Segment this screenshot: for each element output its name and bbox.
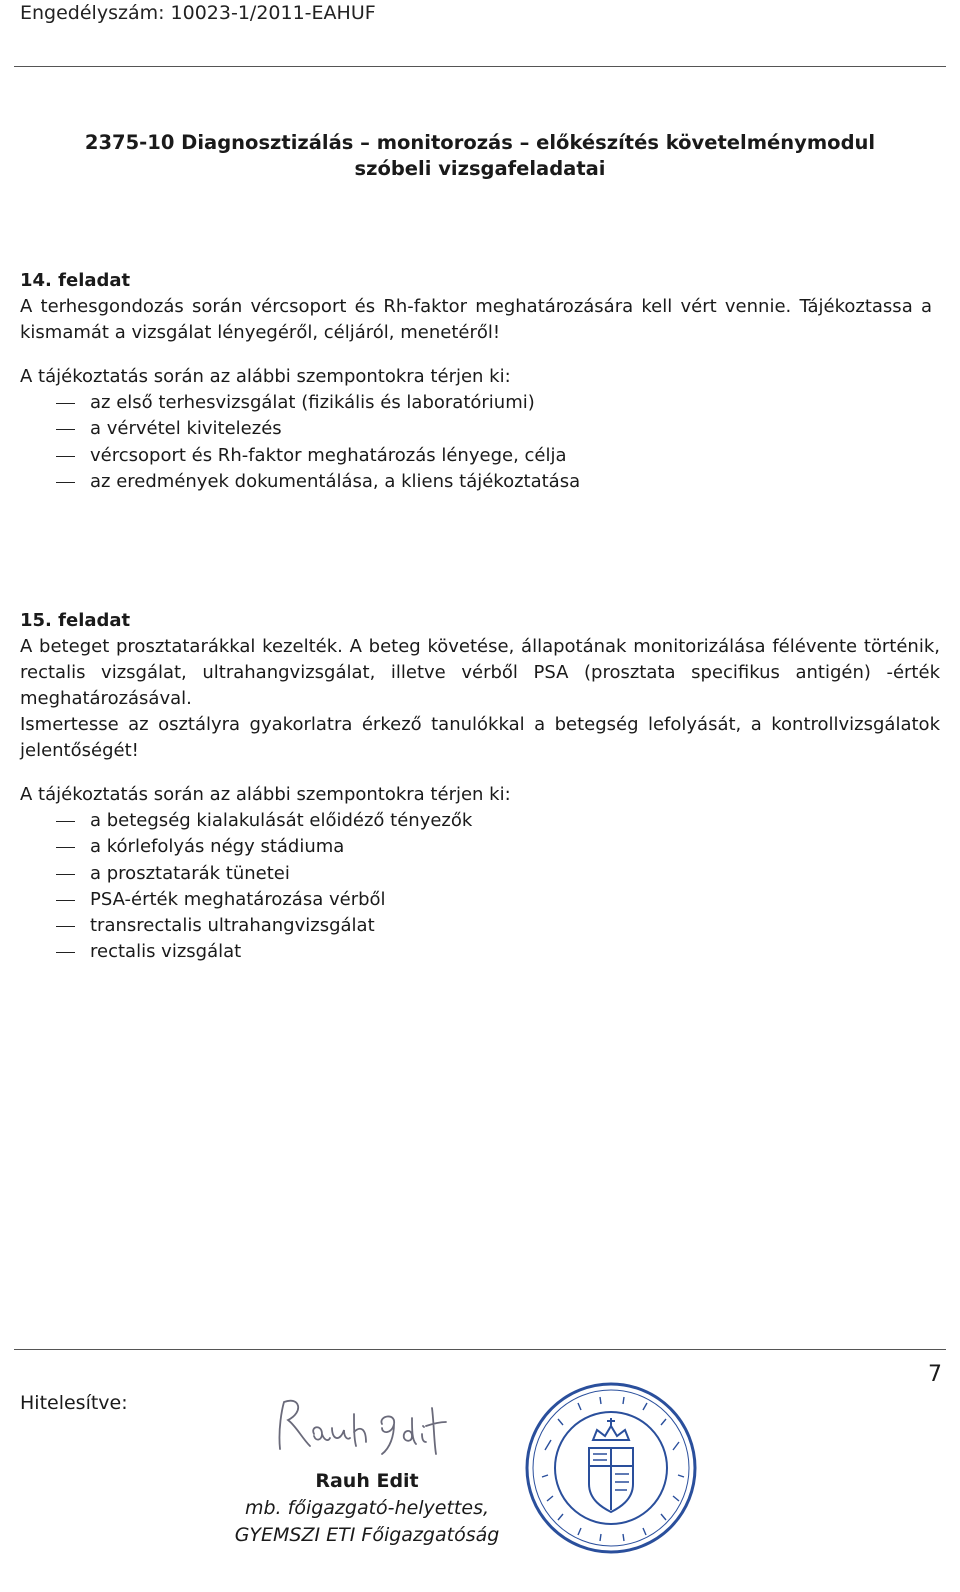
- footer-divider: [14, 1349, 946, 1350]
- dash-bullet: [56, 456, 75, 457]
- list-item: rectalis vizsgálat: [20, 939, 940, 965]
- task-14: [20, 268, 940, 495]
- dash-bullet: [56, 429, 75, 430]
- dash-bullet: [56, 821, 75, 822]
- signer-organization: GYEMSZI ETI Főigazgatóság: [234, 1524, 500, 1546]
- task-15-list: [20, 808, 940, 966]
- signer-name: Rauh Edit: [315, 1470, 419, 1492]
- task-15: [20, 608, 940, 966]
- dash-bullet: [56, 874, 75, 875]
- task-14-text: A terhesgondozás során vércsoport és Rh-faktor meghatározására kell vért vennie. Tájékoztassa a kismamát a vizsgálat lényegéről, céljáról, menetéről!: [20, 296, 932, 343]
- list-item: az első terhesvizsgálat (fizikális és laboratóriumi): [20, 390, 940, 416]
- list-item: a prosztatarák tünetei: [20, 861, 940, 887]
- list-item: transrectalis ultrahangvizsgálat: [20, 913, 940, 939]
- title-line-2: szóbeli vizsgafeladatai: [354, 157, 606, 180]
- task-14-intro: A tájékoztatás során az alábbi szempontokra térjen ki:: [20, 366, 511, 387]
- handwritten-signature: [270, 1394, 470, 1464]
- list-item: az eredmények dokumentálása, a kliens tájékoztatása: [20, 469, 940, 495]
- page-number: 7: [928, 1362, 942, 1387]
- header-divider: [14, 66, 946, 67]
- task-15-text-1: A beteget prosztatarákkal kezelték. A beteg követése, állapotának monitorizálása félévente történik, rectalis vizsgálat, ultrahangvizsgálat, illetve vérből PSA (prosztata specifikus antigén) -érték meghatározásával.: [20, 636, 940, 709]
- official-seal-icon: [523, 1380, 699, 1556]
- list-item: a kórlefolyás négy stádiuma: [20, 834, 940, 860]
- document-title: [20, 130, 940, 182]
- signer-title: mb. főigazgató-helyettes,: [244, 1497, 490, 1519]
- dash-bullet: [56, 482, 75, 483]
- task-15-text-2: Ismertesse az osztályra gyakorlatra érkező tanulókkal a betegség lefolyását, a kontrollvizsgálatok jelentőségét!: [20, 714, 940, 761]
- signer-block: [222, 1468, 512, 1549]
- list-item: a vérvétel kivitelezés: [20, 416, 940, 442]
- task-15-heading: 15. feladat: [20, 610, 131, 631]
- dash-bullet: [56, 403, 75, 404]
- list-item: vércsoport és Rh-faktor meghatározás lényege, célja: [20, 443, 940, 469]
- dash-bullet: [56, 926, 75, 927]
- task-14-heading: 14. feladat: [20, 270, 131, 291]
- dash-bullet: [56, 847, 75, 848]
- license-number: Engedélyszám: 10023-1/2011-EAHUF: [20, 2, 376, 24]
- certified-label: Hitelesítve:: [20, 1392, 128, 1414]
- list-item: PSA-érték meghatározása vérből: [20, 887, 940, 913]
- title-line-1: 2375-10 Diagnosztizálás – monitorozás – előkészítés követelménymodul: [84, 131, 876, 154]
- dash-bullet: [56, 900, 75, 901]
- task-15-intro: A tájékoztatás során az alábbi szempontokra térjen ki:: [20, 784, 511, 805]
- dash-bullet: [56, 952, 75, 953]
- task-14-list: [20, 390, 940, 495]
- list-item: a betegség kialakulását előidéző tényezők: [20, 808, 940, 834]
